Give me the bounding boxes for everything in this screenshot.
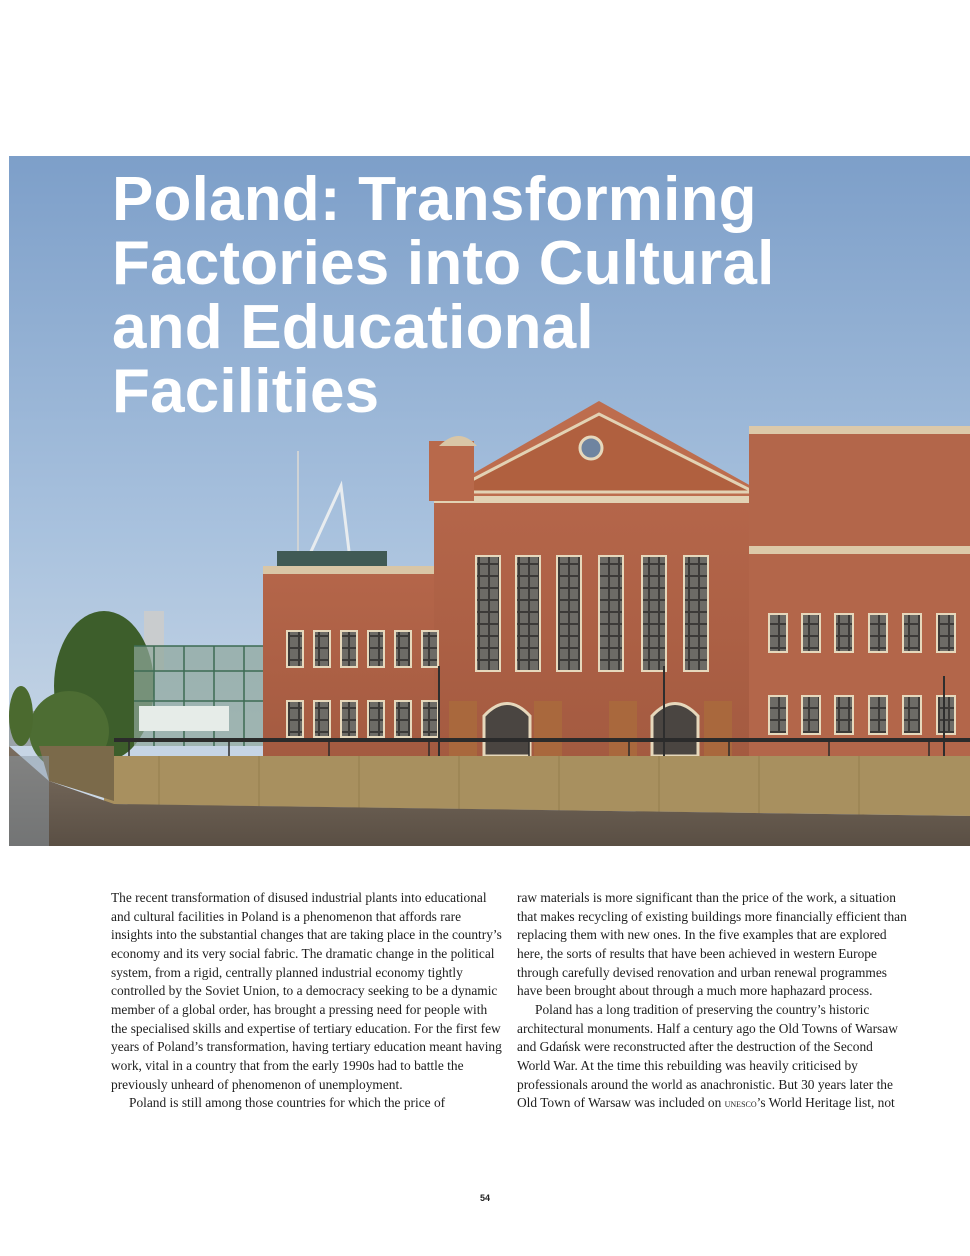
body-text: ’s World Heritage list, not [756,1095,895,1111]
page-number: 54 [479,1193,490,1203]
body-paragraph: raw materials is more significant than the price of the work, a situation that makes recycling of existing buildings more financially efficient than replacing them with new ones. In the five examples that are explored here, the sorts of results that have been achieved in western Europe through carefully devised renovation and urban renewal programmes have been brought about through a much more haphazard process. [517,890,907,999]
body-paragraph: The recent transformation of disused industrial plants into educational and cultural facilities in Poland is a phenomenon that affords rare insights into the substantial changes that are taking place in the country’s economy and its very social fabric. The dramatic change in the political system, from a rigid, centrally planned industrial economy tightly controlled by the Soviet Union, to a democracy seeking to be a dynamic member of a global order, has brought a pressing need for people with the specialised skills and expertise of tertiary education. For the first few years of Poland’s transformation, having tertiary education meant having work, vital in a country that from the early 1990s had to battle the previously unheard of phenomenon of unemployment. [111,890,502,1092]
title-line-2: Factories into Cultural [112,229,775,298]
body-column-left [111,889,503,1113]
unesco-abbreviation: unesco [724,1096,757,1111]
body-column-right [517,889,909,1113]
body-paragraph: Poland is still among those countries for which the price of [129,1095,446,1111]
body-paragraph [517,1001,909,1113]
title-line-4: Facilities [112,357,380,426]
title-line-1: Poland: Transforming [112,165,757,234]
article-title [112,165,872,426]
title-line-3: and Educational [112,293,594,362]
body-text: Poland has a long tradition of preserving the country’s historic architectural monuments. Half a century ago the Old Towns of Warsaw and Gdańsk were reconstructed after the destruction of the Second World War. At the time this rebuilding was heavily criticised by professionals around the world as anachronistic. But 30 years later the Old Town of Warsaw was included on [517,1001,898,1111]
